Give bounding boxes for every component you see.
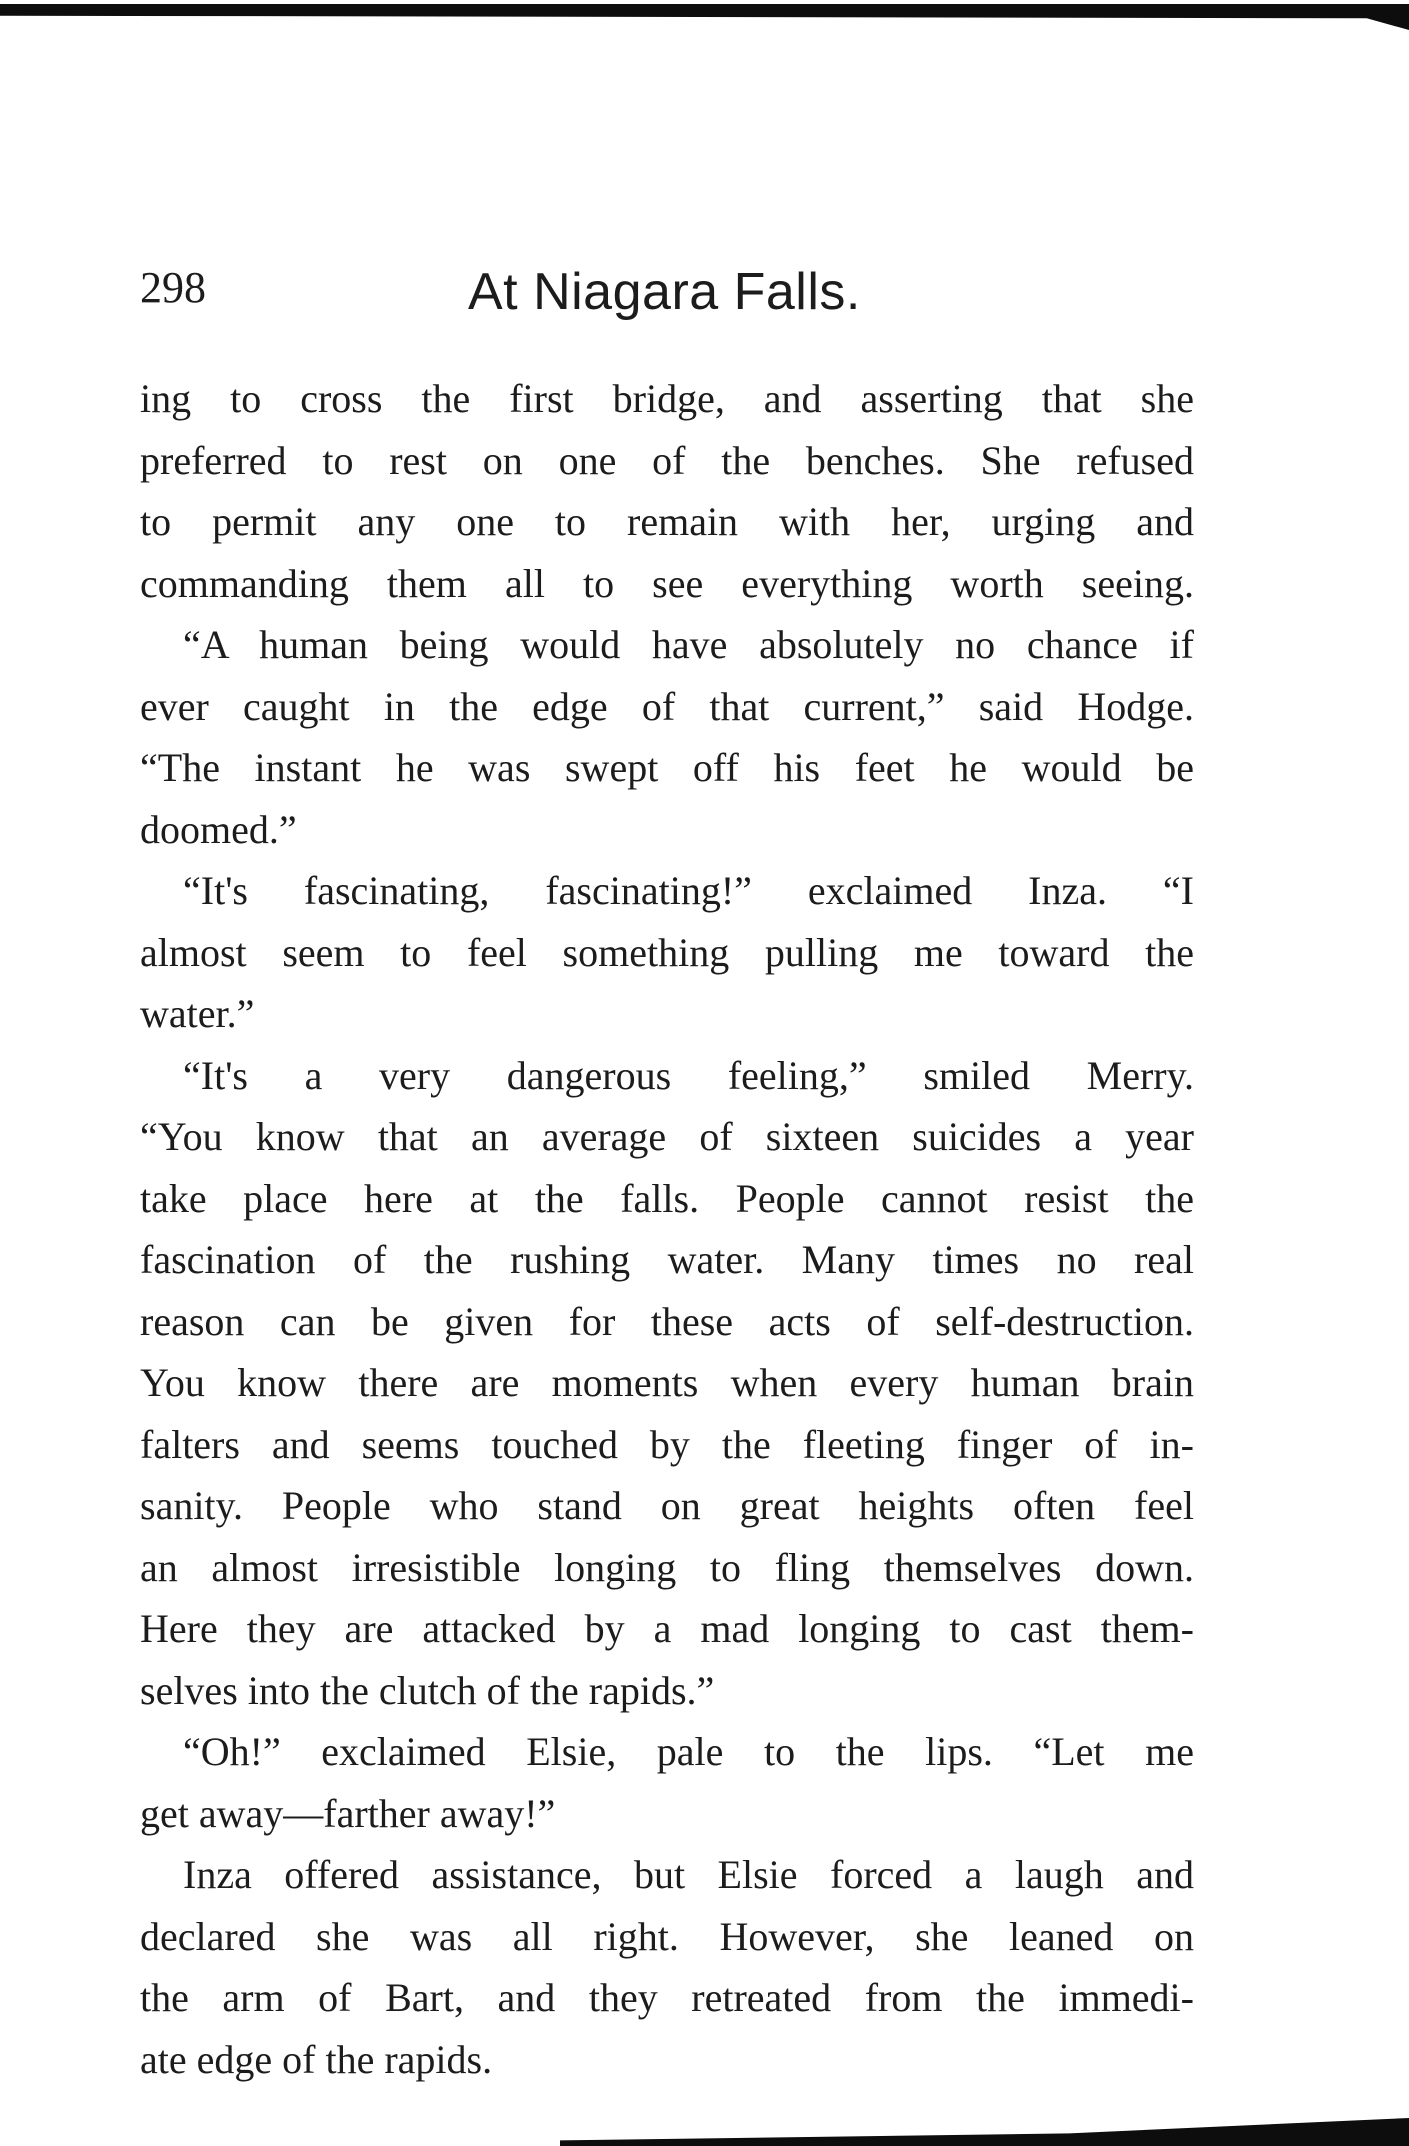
paragraph-3 [140,860,1194,1045]
page-number: 298 [140,263,206,312]
text-line: get away—farther away!” [140,1790,556,1836]
text-line: commanding them all to see everything worth seeing. [140,560,1194,606]
paragraph-5 [140,1721,1194,1844]
paragraph-1 [140,368,1194,614]
text-line: to permit any one to remain with her, urging and [140,499,1194,544]
top-scan-edge [0,4,1409,30]
text-line: doomed.” [140,806,297,852]
text-line: reason can be given for these acts of self-destruction. [140,1298,1194,1344]
text-line: water.” [140,991,255,1036]
text-line: “A human being would have absolutely no chance if [183,622,1194,667]
text-line: an almost irresistible longing to fling themselves down. [140,1544,1194,1590]
body-text [140,368,1194,2090]
paragraph-6 [140,1844,1194,2090]
text-line: fascination of the rushing water. Many times no real [140,1237,1194,1282]
text-line: sanity. People who stand on great heights often feel [140,1483,1194,1528]
running-title: At Niagara Falls. [468,263,861,321]
text-line: “It's a very dangerous feeling,” smiled Merry. [183,1052,1194,1098]
text-line: declared she was all right. However, she leaned on [140,1913,1194,1959]
text-line: “The instant he was swept off his feet he would be [140,745,1194,790]
text-line: Here they are attacked by a mad longing to cast them- [140,1606,1194,1651]
text-line: Inza offered assistance, but Elsie forced a laugh and [183,1852,1194,1897]
text-line: “You know that an average of sixteen suicides a year [140,1114,1194,1159]
text-line: almost seem to feel something pulling me toward the [140,929,1194,975]
text-line: You know there are moments when every human brain [140,1360,1194,1405]
page-header [140,262,1200,332]
text-line: ate edge of the rapids. [140,2036,493,2082]
text-line: ing to cross the first bridge, and asserting that she [140,376,1194,421]
text-line: selves into the clutch of the rapids.” [140,1667,715,1713]
text-line: “Oh!” exclaimed Elsie, pale to the lips. “Let me [183,1729,1194,1774]
text-line: ever caught in the edge of that current,” said Hodge. [140,683,1194,729]
paragraph-4 [140,1045,1194,1722]
text-line: take place here at the falls. People cannot resist the [140,1175,1194,1221]
text-line: falters and seems touched by the fleeting finger of in- [140,1421,1194,1467]
bottom-scan-edge [560,2118,1409,2146]
text-line: preferred to rest on one of the benches. She refused [140,437,1194,483]
paragraph-2 [140,614,1194,860]
text-line: “It's fascinating, fascinating!” exclaimed Inza. “I [183,868,1194,913]
text-line: the arm of Bart, and they retreated from the immedi- [140,1975,1194,2020]
